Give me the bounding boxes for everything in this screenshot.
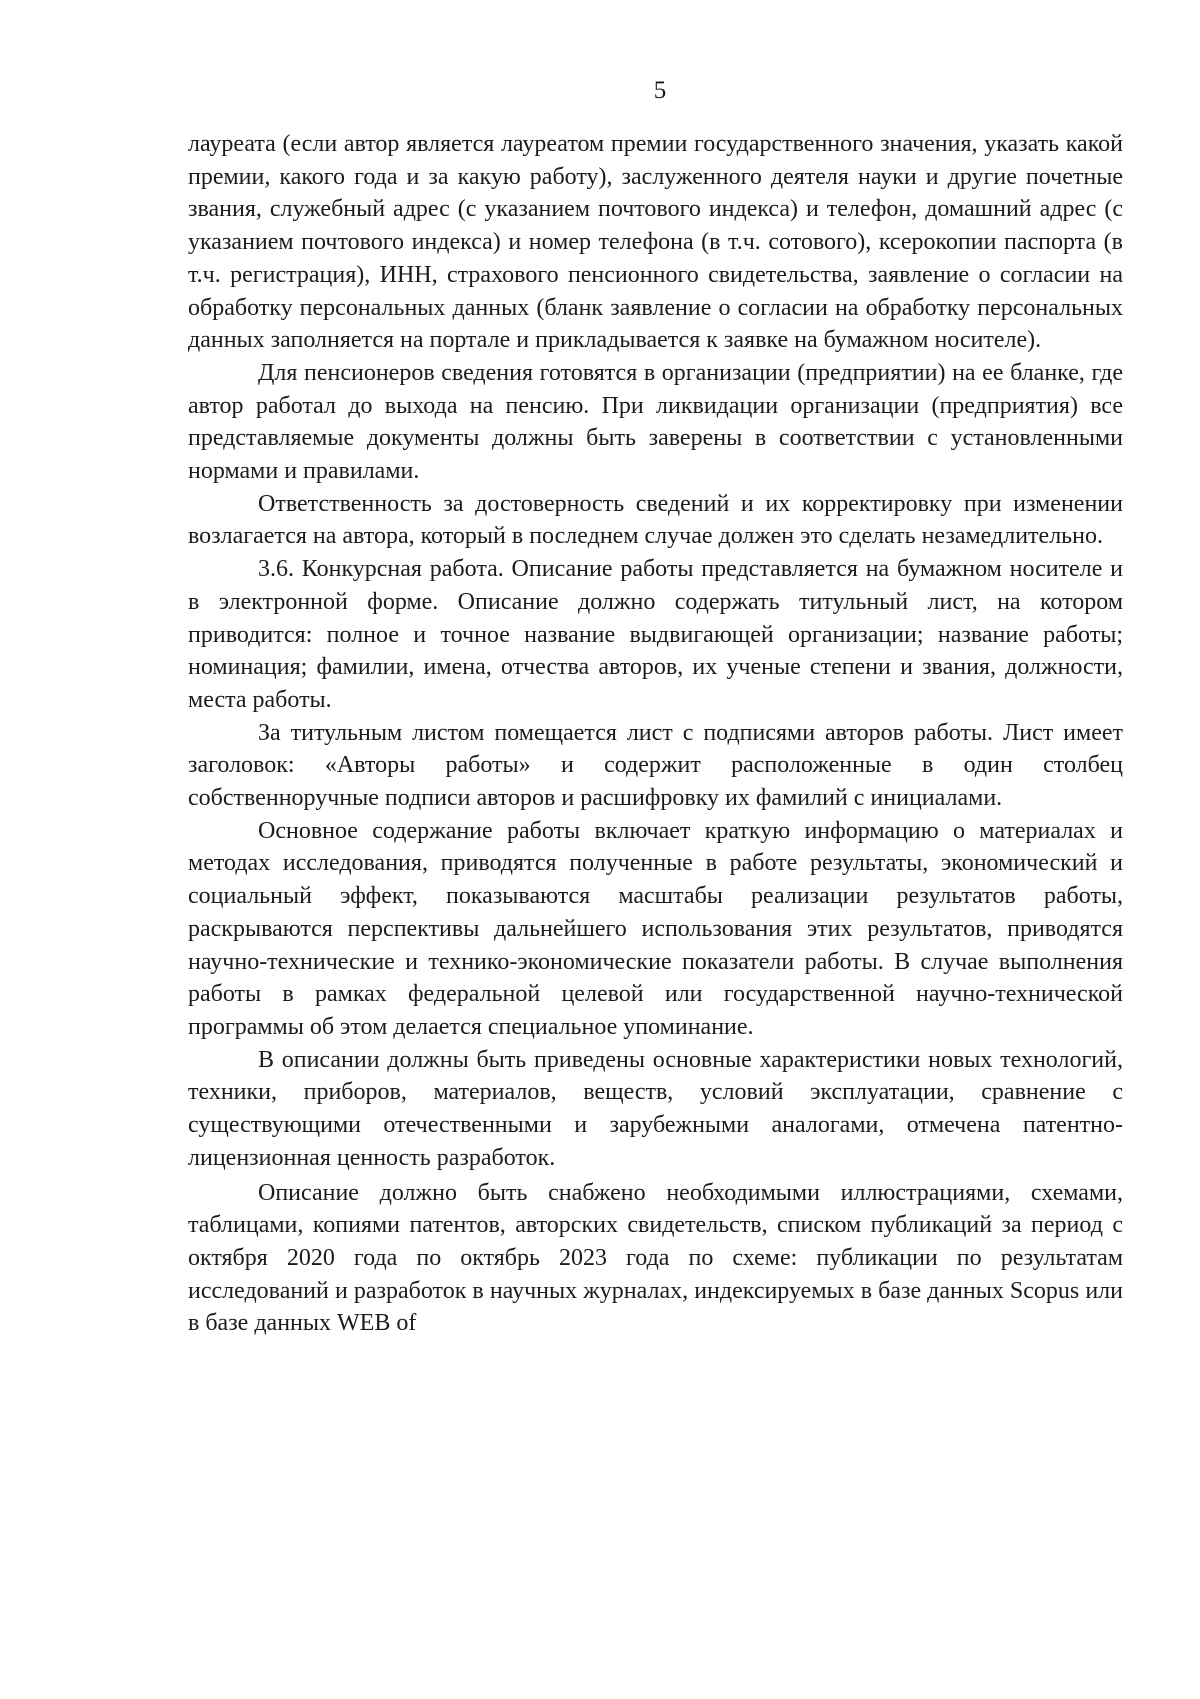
paragraph-illustrations: Описание должно быть снабжено необходимыми иллюстрациями, схемами, таблицами, копиями патентов, авторских свидетельств, списком публикаций за период с октября 2020 года по октябрь 2023 года по схеме: публикации по результатам исследований и разработок в научных журналах, индексируемых в базе данных Scopus или в базе данных WEB of	[188, 1179, 1123, 1337]
paragraph-title-sheet: За титульным листом помещается лист с подписями авторов работы. Лист имеет заголовок: «Авторы работы» и содержит расположенные в один столбец собственноручные подписи авторов и расшифровку их фамилий с инициалами.	[188, 719, 1123, 812]
paragraph-responsibility: Ответственность за достоверность сведений и их корректировку при изменении возлагается на автора, который в последнем случае должен это сделать незамедлительно.	[188, 490, 1123, 550]
paragraph-main-content: Основное содержание работы включает краткую информацию о материалах и методах исследования, приводятся полученные в работе результаты, экономический и социальный эффект, показываются масштабы реализации результатов работы, раскрываются перспективы дальнейшего использования этих результатов, приводятся научно-технические и технико-экономические показатели работы. В случае выполнения работы в рамках федеральной целевой или государственной научно-технической программы об этом делается специальное упоминание.	[188, 817, 1123, 1040]
paragraph-competition-work: 3.6. Конкурсная работа. Описание работы представляется на бумажном носителе и в электронной форме. Описание должно содержать титульный лист, на котором приводится: полное и точное название выдвигающей организации; название работы; номинация; фамилии, имена, отчества авторов, их ученые степени и звания, должности, места работы.	[188, 556, 1123, 713]
paragraph-laureate-details: лауреата (если автор является лауреатом премии государственного значения, указать какой премии, какого года и за какую работу), заслуженного деятеля науки и другие почетные звания, служебный адрес (с указанием почтового индекса) и телефон, домашний адрес (с указанием почтового индекса) и номер телефона (в т.ч. сотового), ксерокопии паспорта (в т.ч. регистрация), ИНН, страхового пенсионного свидетельства, заявление о согласии на обработку персональных данных (бланк заявление о согласии на обработку персональных данных заполняется на портале и прикладывается к заявке на бумажном носителе).	[188, 131, 1123, 354]
body-text	[188, 128, 1123, 1340]
page-number: 5	[653, 77, 667, 104]
paragraph-characteristics: В описании должны быть приведены основные характеристики новых технологий, техники, приборов, материалов, веществ, условий эксплуатации, сравнение с существующими отечественными и зарубежными аналогами, отмечена патентно-лицензионная ценность разработок.	[188, 1046, 1123, 1171]
paragraph-pensioners: Для пенсионеров сведения готовятся в организации (предприятии) на ее бланке, где автор работал до выхода на пенсию. При ликвидации организации (предприятия) все представляемые документы должны быть заверены в соответствии с установленными нормами и правилами.	[188, 359, 1123, 485]
